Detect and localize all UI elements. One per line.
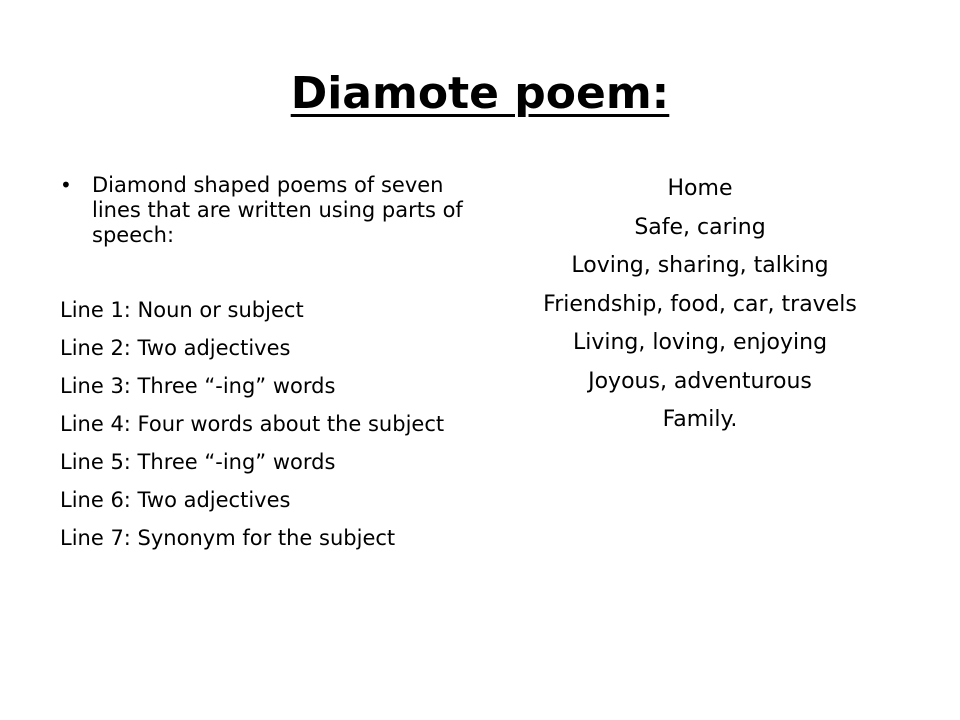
line-definitions-list (60, 297, 465, 551)
line-definition: Line 3: Three “-ing” words (60, 374, 336, 398)
poem-line: Living, loving, enjoying (572, 330, 828, 355)
bullet-item (60, 170, 465, 248)
example-poem (480, 170, 920, 440)
poem-line: Joyous, adventurous (588, 368, 812, 394)
intro-text: Diamond shaped poems of seven lines that are written using parts of speech: (92, 173, 463, 247)
line-definition: Line 4: Four words about the subject (60, 412, 445, 436)
slide-title (0, 64, 960, 124)
poem-line: Family. (662, 407, 738, 432)
poem-line: Friendship, food, car, travels (543, 291, 857, 317)
line-definition: Line 7: Synonym for the subject (60, 526, 396, 550)
line-definition: Line 5: Three “-ing” words (60, 450, 336, 474)
line-definition: Line 6: Two adjectives (60, 488, 291, 512)
slide-title-text: Diamote poem: (290, 68, 670, 119)
poem-line: Safe, caring (634, 214, 766, 240)
poem-line: Home (667, 176, 733, 201)
bullet-dot-icon: • (60, 173, 72, 197)
line-definition: Line 2: Two adjectives (60, 336, 291, 360)
line-definition: Line 1: Noun or subject (60, 298, 304, 322)
left-content-column (60, 170, 465, 563)
poem-line: Loving, sharing, talking (571, 253, 829, 278)
